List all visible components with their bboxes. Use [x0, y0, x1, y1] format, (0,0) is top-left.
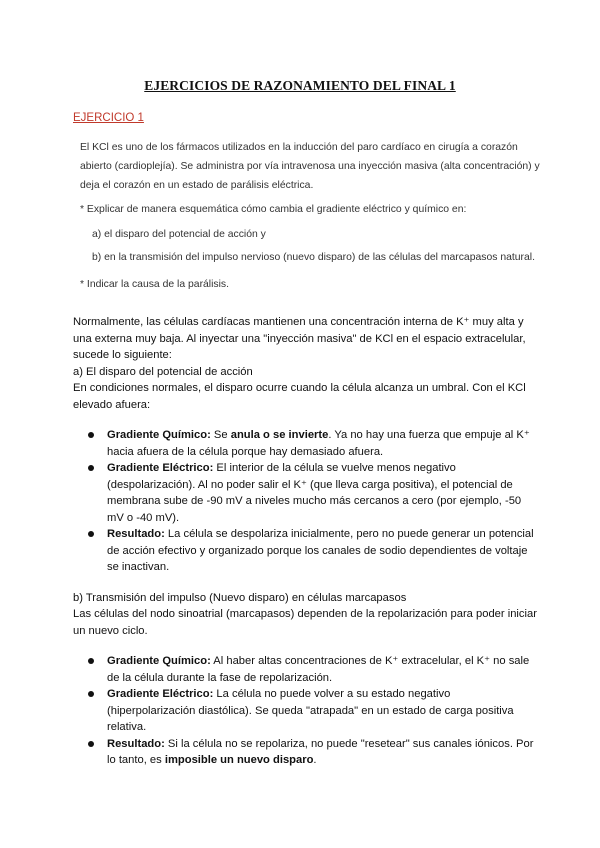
item-label: Gradiente Químico:	[107, 655, 211, 667]
exercise-label: EJERCICIO 1	[73, 112, 144, 124]
item-text: Al haber altas concentraciones de K⁺ extracelular, el K⁺ no sale de la célula durante la fase de repolarización.	[107, 655, 530, 684]
section-a-title: a) El disparo del potencial de acción	[73, 365, 253, 378]
list-item	[73, 526, 539, 576]
statement-intro: El KCl es uno de los fármacos utilizados en la inducción del paro cardíaco en cirugía a corazón abierto (cardioplejía). Se administra por vía intravenosa una inyección masiva (alta concentración) y deja el corazón en un estado de parálisis eléctrica.	[80, 142, 540, 191]
list-item	[73, 653, 539, 686]
item-text: . Ya no hay una fuerza que empuje al K⁺ hacia afuera de la célula porque hay demasiado afuera.	[107, 429, 530, 458]
statement-item-b: b) en la transmisión del impulso nervioso (nuevo disparo) de las células del marcapasos natural.	[92, 252, 535, 263]
list-item	[73, 686, 539, 736]
bullet-icon	[88, 658, 94, 664]
section-a-list	[73, 427, 539, 576]
bullet-icon	[88, 741, 94, 747]
exercise-statement-image	[80, 138, 550, 294]
bullet-icon	[88, 432, 94, 438]
item-emphasis: imposible un nuevo disparo	[164, 754, 314, 766]
item-label: Gradiente Eléctrico:	[107, 688, 214, 700]
bullet-icon	[88, 531, 94, 537]
item-label: Gradiente Químico:	[107, 429, 211, 441]
statement-item-a: a) el disparo del potencial de acción y	[92, 229, 266, 240]
list-item	[73, 460, 539, 526]
document-title: EJERCICIOS DE RAZONAMIENTO DEL FINAL 1	[144, 78, 456, 93]
bullet-icon	[88, 465, 94, 471]
item-text: El interior de la célula se vuelve menos negativo (despolarización). Al no poder salir el K⁺ (que lleva carga positiva), el potencial de membrana sube de -90 mV a niveles mucho más cercanos a cero (por ejemplo, -50 mV o -40 mV).	[107, 462, 522, 524]
answer-intro: Normalmente, las células cardíacas mantienen una concentración interna de K⁺ muy alta y una externa muy baja. Al inyectar una "inyección masiva" de KCl en el espacio extracelular, sucede lo siguiente:	[73, 316, 526, 361]
section-a-intro: En condiciones normales, el disparo ocurre cuando la célula alcanza un umbral. Con el KCl elevado afuera:	[73, 382, 526, 411]
statement-bullet-2: * Indicar la causa de la parálisis.	[80, 279, 230, 290]
bullet-icon	[88, 691, 94, 697]
item-label: Resultado:	[107, 528, 165, 540]
item-text: La célula se despolariza inicialmente, pero no puede generar un potencial de acción efectivo y organizado porque los canales de sodio dependientes de voltaje se inactivan.	[107, 528, 534, 573]
item-text: .	[313, 754, 317, 766]
list-item	[73, 427, 539, 460]
list-item	[73, 736, 539, 769]
answer-body	[73, 314, 539, 769]
section-b-list	[73, 653, 539, 769]
item-text: Si la célula no se repolariza, no puede "resetear" sus canales iónicos. Por lo tanto, es	[107, 737, 534, 766]
item-emphasis: anula o se invierte	[230, 429, 329, 441]
item-text: Se	[210, 429, 231, 441]
item-label: Gradiente Eléctrico:	[107, 462, 214, 474]
section-b-intro: Las células del nodo sinoatrial (marcapasos) dependen de la repolarización para poder iniciar un nuevo ciclo.	[73, 608, 537, 637]
item-label: Resultado:	[107, 737, 165, 750]
item-text: La célula no puede volver a su estado negativo (hiperpolarización diastólica). Se queda "atrapada" en un estado de carga positiva relativa.	[107, 688, 514, 733]
statement-bullet-1: * Explicar de manera esquemática cómo cambia el gradiente eléctrico y químico en:	[80, 204, 467, 215]
section-b-title: b) Transmisión del impulso (Nuevo disparo) en células marcapasos	[73, 591, 407, 604]
